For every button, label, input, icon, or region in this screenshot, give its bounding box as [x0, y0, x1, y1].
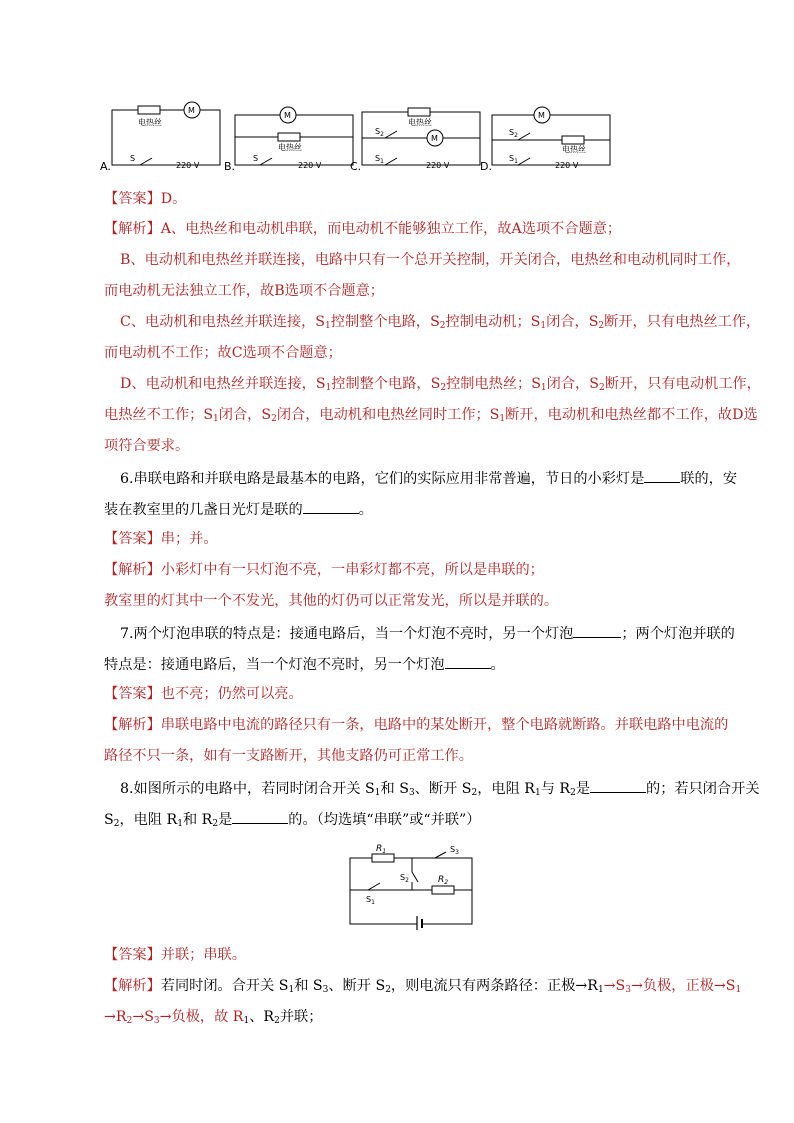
- circuit-option-a: [100, 102, 220, 173]
- circuit-option-d: [480, 107, 610, 173]
- svg-text:S2: $S_2$: [400, 873, 409, 884]
- q6-analysis-1: 【解析】小彩灯中有一只灯泡不亮，一串彩灯都不亮，所以是串联的；: [104, 562, 544, 578]
- svg-text:电热丝: 电热丝: [562, 145, 586, 154]
- svg-text:S3: $S_3$: [450, 845, 459, 856]
- q8-analysis-1: 【解析】若同时闭。合开关 $S_1$和 $S_3$、断开 $S_2$，则电流只有两条路径：正极$\to R_1\to S_3\to$负极，正极$\to S_1$: [104, 978, 742, 995]
- svg-text:S2: $S_2$: [509, 128, 518, 139]
- svg-text:M: M: [538, 111, 545, 120]
- svg-text:M: M: [284, 111, 291, 120]
- q5-analysis-c1: C、电动机和电热丝并联连接，$S_1$控制整个电路，$S_2$控制电动机；$S_1$闭合，$S_2$断开，只有电热丝工作，: [120, 314, 761, 331]
- svg-text:B.: B.: [224, 160, 236, 173]
- q5-answer: 【答案】D。: [104, 191, 187, 207]
- q8-circuit-figure: [340, 840, 480, 930]
- svg-text:220 V: 220 V: [555, 161, 579, 170]
- svg-text:电热丝: 电热丝: [408, 118, 432, 127]
- q6-blank-2[interactable]: [303, 499, 359, 514]
- svg-text:S1: $S_1$: [375, 154, 384, 165]
- svg-text:220 V: 220 V: [426, 161, 450, 170]
- q5-analysis-b1: B、电动机和电热丝并联连接，电路中只有一个总开关控制，开关闭合，电热丝和电动机同时工作，: [120, 252, 741, 268]
- svg-text:R2: $R_2$: [438, 875, 449, 886]
- svg-text:S2: $S_2$: [375, 127, 384, 138]
- q7-stem-line1: 7.两个灯泡串联的特点是：接通电路后，当一个灯泡不亮时，另一个灯泡 ；两个灯泡并联的: [120, 623, 735, 643]
- q7-blank-2[interactable]: [445, 654, 491, 669]
- q8-analysis-2: $\to R_2\to S_3\to$负极，故 $R_1$、$R_2$并联；: [104, 1009, 323, 1026]
- q5-analysis-d2: 电热丝不工作；$S_1$闭合，$S_2$闭合，电动机和电热丝同时工作；$S_1$断开，电动机和电热丝都不工作，故D选: [104, 407, 758, 424]
- circuit-options-figure: [100, 100, 720, 175]
- q5-analysis-d1: D、电动机和电热丝并联连接，$S_1$控制整个电路，$S_2$控制电热丝；$S_1$闭合，$S_2$断开，只有电动机工作，: [120, 376, 761, 393]
- circuit-option-b: [224, 107, 353, 173]
- q8-answer: 【答案】并联；串联。: [104, 947, 246, 963]
- q8-stem-line1: 8.如图所示的电路中，若同时闭合开关 $S_1$和 $S_3$、断开 $S_2$，电阻 $R_1$与 $R_2$是 的；若只闭合开关: [120, 778, 760, 802]
- q5-analysis-a: 【解析】A、电热丝和电动机串联，而电动机不能够独立工作，故A选项不合题意；: [104, 221, 622, 237]
- svg-text:C.: C.: [350, 160, 362, 173]
- svg-text:S1: $S_1$: [509, 154, 518, 165]
- q8-blank-1[interactable]: [590, 778, 646, 793]
- q6-stem-line1: 6.串联电路和并联电路是最基本的电路，它们的实际应用非常普遍，节日的小彩灯是 联的，安: [120, 468, 737, 488]
- svg-text:R1: $R_1$: [376, 844, 387, 855]
- q7-stem-line2: 特点是：接通电路后，当一个灯泡不亮时，另一个灯泡 。: [104, 654, 505, 674]
- circuit-option-c: [350, 108, 480, 173]
- svg-text:电热丝: 电热丝: [138, 118, 162, 127]
- q8-stem-line2: $S_2$，电阻 $R_1$和 $R_2$是 的。（均选填“串联”或“并联”）: [104, 809, 480, 833]
- q7-answer: 【答案】也不亮；仍然可以亮。: [104, 686, 303, 702]
- q6-answer: 【答案】串；并。: [104, 531, 218, 547]
- svg-text:A.: A.: [100, 160, 111, 173]
- q6-stem-line2: 装在教室里的几盏日光灯是联的 。: [104, 499, 373, 519]
- q5-analysis-b2: 而电动机无法独立工作，故B选项不合题意；: [104, 283, 384, 299]
- svg-text:220 V: 220 V: [176, 161, 200, 170]
- q8-blank-2[interactable]: [232, 809, 288, 824]
- q5-analysis-d3: 项符合要求。: [104, 438, 190, 454]
- q7-analysis-1: 【解析】串联电路中电流的路径只有一条，电路中的某处断开，整个电路就断路。并联电路中电流的: [104, 717, 729, 733]
- svg-text:M: M: [188, 106, 195, 115]
- q5-analysis-c2: 而电动机不工作；故C选项不合题意；: [104, 345, 342, 361]
- svg-text:M: M: [431, 134, 438, 143]
- svg-text:S1: $S_1$: [366, 895, 375, 906]
- q7-blank-1[interactable]: [573, 623, 621, 638]
- svg-text:S: S: [253, 154, 259, 163]
- q6-blank-1[interactable]: [644, 468, 680, 483]
- svg-text:S: S: [130, 154, 136, 163]
- q7-analysis-2: 路径不只一条，如有一支路断开，其他支路仍可正常工作。: [104, 748, 473, 764]
- svg-text:电热丝: 电热丝: [278, 143, 302, 152]
- q6-analysis-2: 教室里的灯其中一个不发光，其他的灯仍可以正常发光，所以是并联的。: [104, 593, 559, 609]
- svg-text:D.: D.: [480, 160, 492, 173]
- svg-text:220 V: 220 V: [298, 161, 322, 170]
